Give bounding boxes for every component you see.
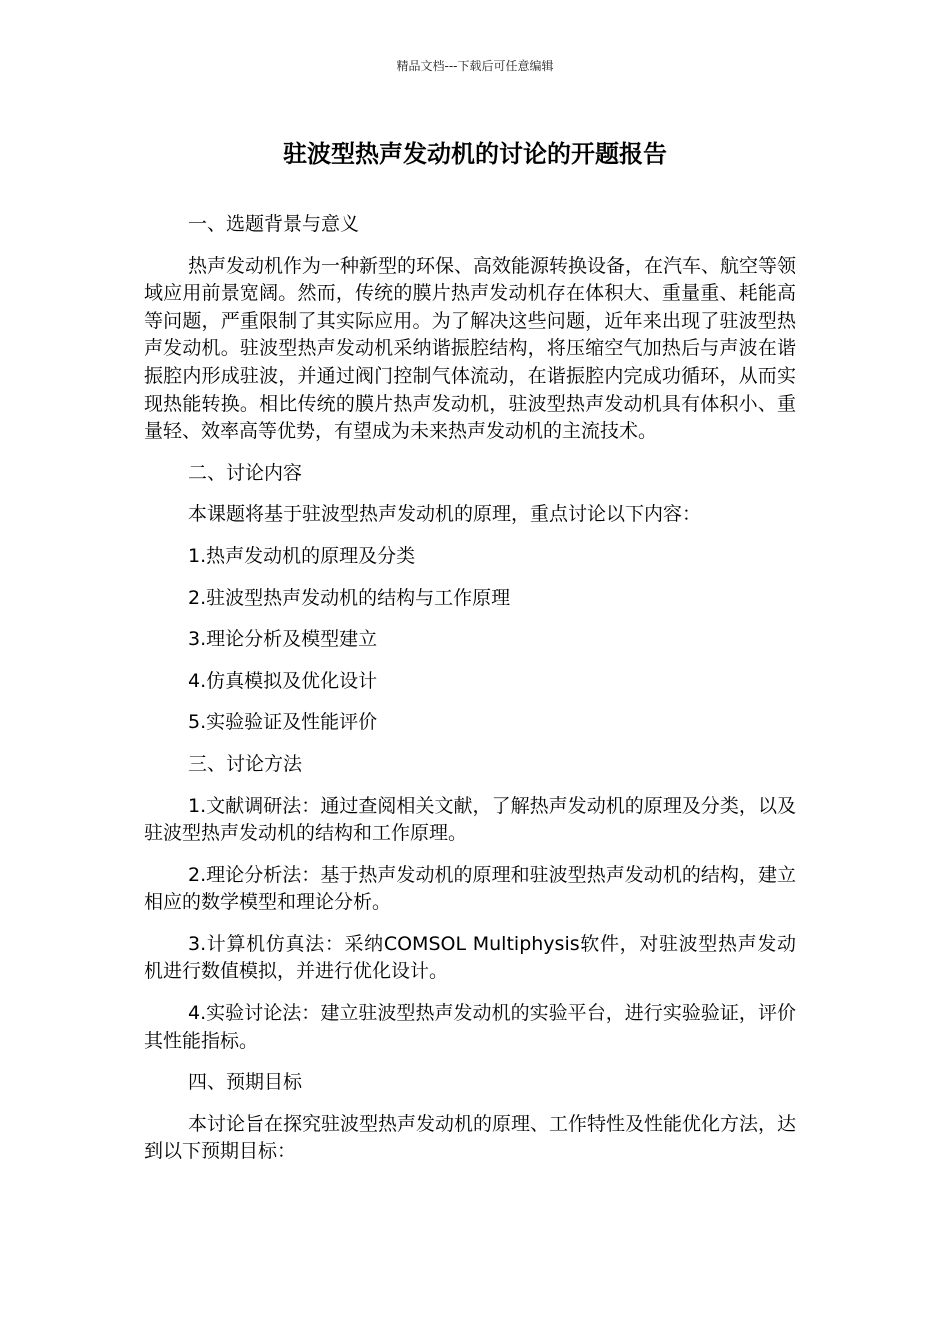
list-item-method-3: 3.计算机仿真法：采纳COMSOL Multiphysis软件，对驻波型热声发动机进行数值模拟，并进行优化设计。 [144,932,796,983]
page-header-note: 精品文档---下载后可任意编辑 [396,59,554,73]
document-title: 驻波型热声发动机的讨论的开题报告 [283,140,667,168]
section-heading-background: 一、选题背景与意义 [188,213,360,235]
list-item-method-1: 1.文献调研法：通过查阅相关文献，了解热声发动机的原理及分类，以及驻波型热声发动机的结构和工作原理。 [144,794,796,845]
list-item-content-4: 4.仿真模拟及优化设计 [188,669,378,692]
list-item-content-1: 1.热声发动机的原理及分类 [188,544,416,567]
list-item-method-2: 2.理论分析法：基于热声发动机的原理和驻波型热声发动机的结构，建立相应的数学模型和理论分析。 [144,863,796,914]
document-body [144,211,796,1166]
list-item-content-2: 2.驻波型热声发动机的结构与工作原理 [188,586,511,609]
section-heading-goals: 四、预期目标 [188,1071,303,1094]
section-heading-content: 二、讨论内容 [188,461,303,484]
body-paragraph-background: 热声发动机作为一种新型的环保、高效能源转换设备，在汽车、航空等领域应用前景宽阔。然而，传统的膜片热声发动机存在体积大、重量重、耗能高等问题，严重限制了其实际应用。为了解决这些问题，近年来出现了驻波型热声发动机。驻波型热声发动机采纳谐振腔结构，将压缩空气加热后与声波在谐振腔内形成驻波，并通过阀门控制气体流动，在谐振腔内完成功循环，从而实现热能转换。相比传统的膜片热声发动机，驻波型热声发动机具有体积小、重量轻、效率高等优势，有望成为未来热声发动机的主流技术。 [144,254,797,443]
list-item-method-4: 4.实验讨论法：建立驻波型热声发动机的实验平台，进行实验验证，评价其性能指标。 [144,1002,796,1052]
list-item-content-5: 5.实验验证及性能评价 [188,711,378,734]
body-paragraph-content-intro: 本课题将基于驻波型热声发动机的原理，重点讨论以下内容： [188,503,702,526]
body-paragraph-goals: 本讨论旨在探究驻波型热声发动机的原理、工作特性及性能优化方法，达到以下预期目标： [144,1112,797,1163]
list-item-content-3: 3.理论分析及模型建立 [188,628,378,651]
section-heading-methods: 三、讨论方法 [188,752,303,775]
